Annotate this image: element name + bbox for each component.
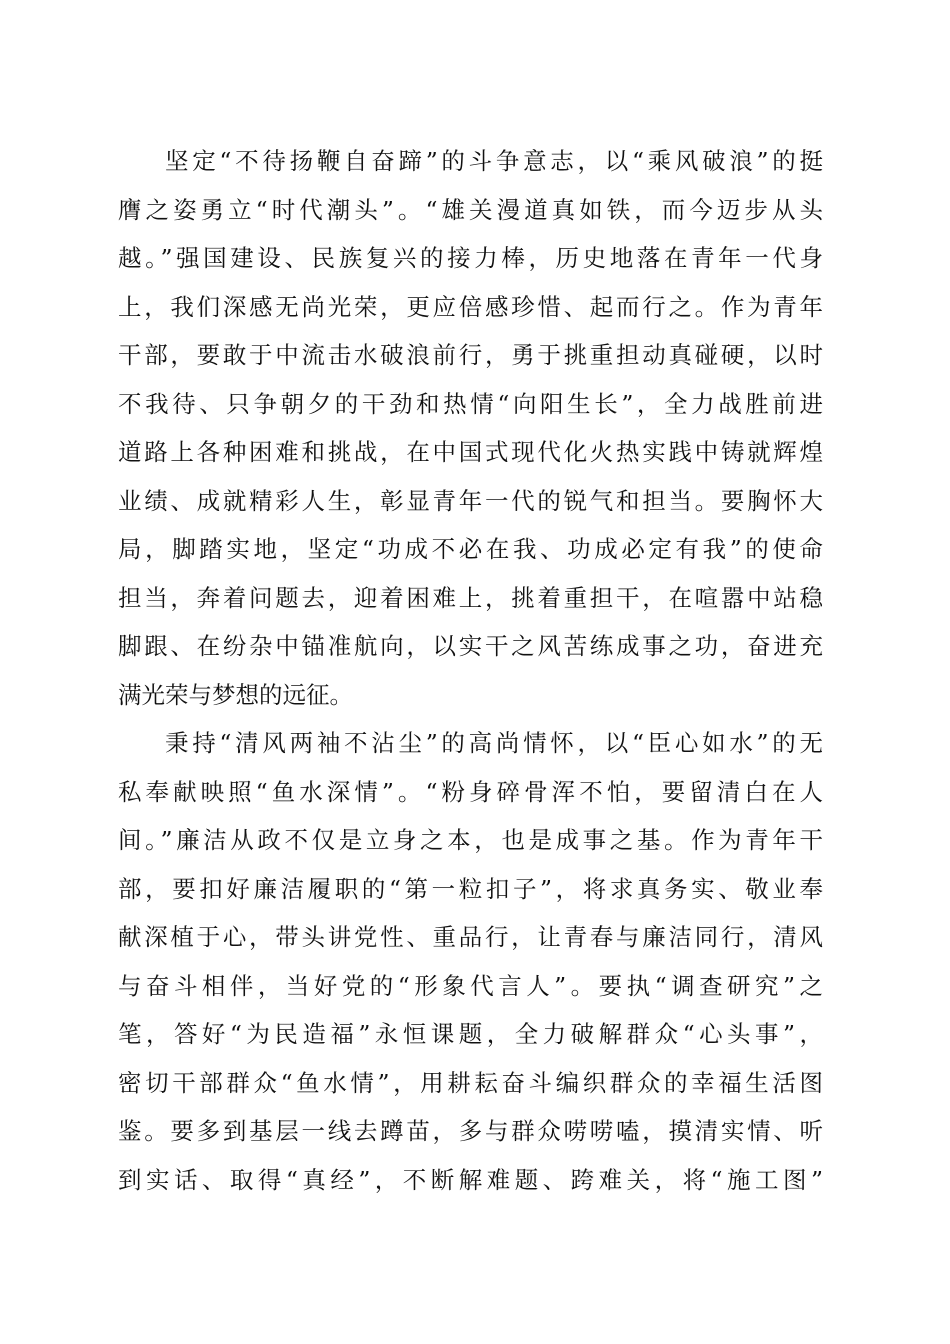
body-text (118, 137, 823, 1204)
paragraph-line: 不我待、只争朝夕的干劲和热情“向阳生长”，全力战胜前进 (118, 389, 823, 418)
paragraph-line: 献深植于心，带头讲党性、重品行，让青春与廉洁同行，清风 (118, 923, 823, 951)
paragraph-line: 满光荣与梦想的远征。 (118, 680, 353, 709)
paragraph-line: 鉴。要多到基层一线去蹲苗，多与群众唠唠嗑，摸清实情、听 (118, 1117, 823, 1145)
paragraph-line: 干部，要敢于中流击水破浪前行，勇于挑重担动真碰硬，以时 (118, 341, 823, 369)
paragraph-line: 担当，奔着问题去，迎着困难上，挑着重担干，在喧嚣中站稳 (118, 583, 823, 612)
paragraph-line: 膺之姿勇立“时代潮头”。“雄关漫道真如铁，而今迈步从头 (118, 195, 823, 224)
paragraph-line: 上，我们深感无尚光荣，更应倍感珍惜、起而行之。作为青年 (118, 292, 823, 321)
paragraph-line: 与奋斗相伴，当好党的“形象代言人”。要执“调查研究”之 (118, 971, 823, 1000)
paragraph-line: 脚跟、在纷杂中锚准航向，以实干之风苦练成事之功，奋进充 (118, 632, 823, 660)
paragraph-line: 部，要扣好廉洁履职的“第一粒扣子”，将求真务实、敬业奉 (118, 874, 823, 903)
paragraph-line: 到实话、取得“真经”，不断解难题、跨难关，将“施工图” (118, 1165, 823, 1194)
paragraph-line: 道路上各种困难和挑战，在中国式现代化火热实践中铸就辉煌 (118, 438, 823, 466)
paragraph-line: 间。”廉洁从政不仅是立身之本，也是成事之基。作为青年干 (118, 826, 823, 854)
paragraph-2 (118, 719, 823, 1204)
paragraph-line: 私奉献映照“鱼水深情”。“粉身碎骨浑不怕，要留清白在人 (118, 777, 823, 806)
paragraph-line: 越。”强国建设、民族复兴的接力棒，历史地落在青年一代身 (118, 244, 823, 272)
paragraph-line: 坚定“不待扬鞭自奋蹄”的斗争意志，以“乘风破浪”的挺 (165, 147, 823, 175)
paragraph-line: 笔，答好“为民造福”永恒课题，全力破解群众“心头事”， (118, 1020, 823, 1048)
paragraph-1 (118, 137, 823, 719)
paragraph-line: 业绩、成就精彩人生，彰显青年一代的锐气和担当。要胸怀大 (118, 486, 823, 515)
paragraph-line: 密切干部群众“鱼水情”，用耕耘奋斗编织群众的幸福生活图 (118, 1068, 823, 1097)
paragraph-line: 局，脚踏实地，坚定“功成不必在我、功成必定有我”的使命 (118, 535, 823, 563)
paragraph-line: 秉持“清风两袖不沾尘”的高尚情怀，以“臣心如水”的无 (165, 729, 823, 757)
